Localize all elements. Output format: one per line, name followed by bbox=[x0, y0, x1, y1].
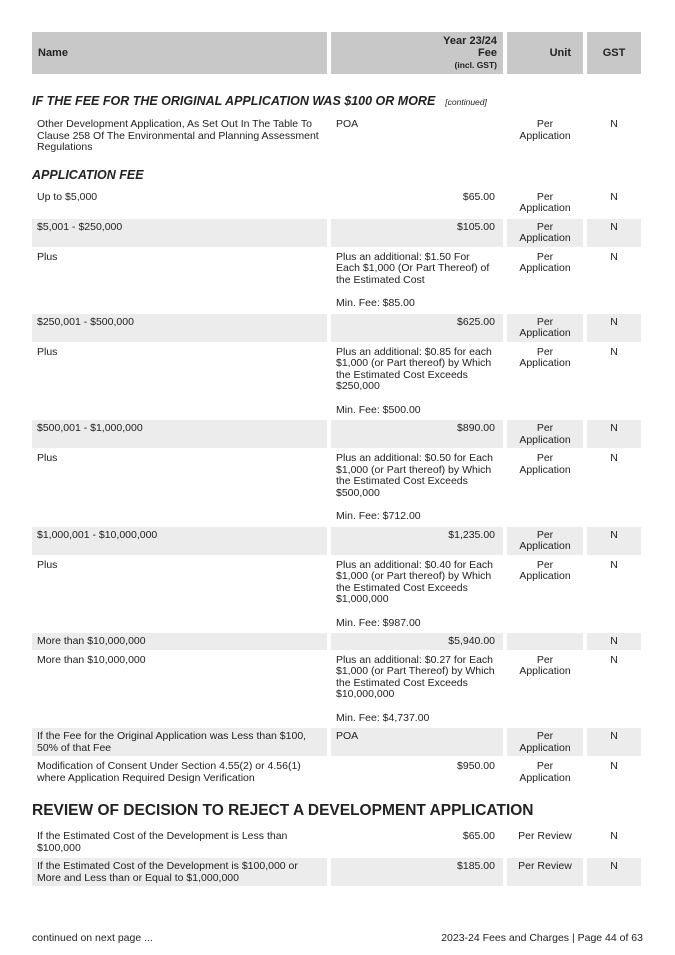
row-unit: Per Application bbox=[507, 527, 583, 555]
row-name: Plus bbox=[37, 345, 58, 358]
row-name: Modification of Consent Under Section 4.55(2) or 4.56(1) where Application Required Design Verification bbox=[37, 760, 301, 784]
row-fee bbox=[331, 249, 503, 312]
row-unit: Per Application bbox=[519, 558, 571, 582]
row-unit: Per Application bbox=[507, 420, 583, 448]
row-name: $1,000,001 - $10,000,000 bbox=[32, 527, 327, 555]
header-fee-label: Fee bbox=[478, 47, 497, 59]
row-gst: N bbox=[610, 760, 618, 772]
table-row bbox=[32, 758, 643, 786]
table-row bbox=[32, 420, 643, 448]
row-name: If the Estimated Cost of the Development is $100,000 or More and Less than or Equal to $1,000,000 bbox=[32, 858, 327, 886]
row-name: Up to $5,000 bbox=[37, 190, 98, 203]
row-gst: N bbox=[587, 314, 641, 342]
section-original-app-100-or-more bbox=[32, 94, 643, 108]
section-review-of-decision: REVIEW OF DECISION TO REJECT A DEVELOPMENT APPLICATION bbox=[32, 802, 534, 819]
row-fee: POA bbox=[336, 118, 359, 130]
row-fee bbox=[331, 344, 503, 419]
table-row bbox=[32, 828, 643, 856]
row-gst: N bbox=[587, 527, 641, 555]
row-gst: N bbox=[587, 858, 641, 886]
row-name: More than $10,000,000 bbox=[32, 633, 327, 650]
section-title: APPLICATION FEE bbox=[32, 167, 144, 182]
row-name: $5,001 - $250,000 bbox=[32, 219, 327, 247]
row-unit: Per Review bbox=[518, 830, 572, 842]
row-unit: Per Review bbox=[507, 858, 583, 886]
fee-description: Plus an additional: $0.40 for Each $1,000 (or Part thereof) by Which the Estimated Cost Exceeds $1,000,000 bbox=[336, 558, 494, 605]
row-name: Plus bbox=[37, 452, 58, 464]
fee-description: Plus an additional: $1.50 For Each $1,000 (Or Part Thereof) of the Estimated Cost bbox=[336, 250, 490, 286]
row-unit: Per Application bbox=[519, 118, 571, 142]
minimum-fee: Min. Fee: $4,737.00 bbox=[336, 711, 430, 724]
page-footer bbox=[32, 932, 643, 944]
header-fee-gst-note: (incl. GST) bbox=[454, 60, 497, 70]
header-unit: Unit bbox=[507, 32, 583, 74]
row-name: Plus bbox=[37, 250, 58, 263]
row-name: More than $10,000,000 bbox=[37, 653, 146, 666]
table-row bbox=[32, 557, 643, 632]
row-gst: N bbox=[610, 250, 618, 263]
footer-page-info: 2023-24 Fees and Charges | Page 44 of 63 bbox=[441, 932, 643, 944]
row-gst: N bbox=[610, 118, 618, 130]
row-gst: N bbox=[587, 728, 641, 756]
row-name: If the Fee for the Original Application was Less than $100, 50% of that Fee bbox=[32, 728, 327, 756]
table-header bbox=[32, 32, 643, 74]
row-fee: $5,940.00 bbox=[331, 633, 503, 650]
section-title: IF THE FEE FOR THE ORIGINAL APPLICATION WAS $100 OR MORE bbox=[32, 94, 436, 108]
fee-description: Plus an additional: $0.27 for Each $1,000 (or Part Thereof) by Which the Estimated Cost Exceeds $10,000,000 bbox=[336, 653, 495, 700]
row-name: If the Estimated Cost of the Development is Less than $100,000 bbox=[37, 830, 288, 854]
row-unit: Per Application bbox=[519, 653, 571, 677]
row-unit: Per Application bbox=[519, 345, 571, 369]
header-name: Name bbox=[32, 32, 327, 74]
row-fee: $625.00 bbox=[331, 314, 503, 342]
header-fee-year: Year 23/24 bbox=[443, 35, 497, 47]
table-row bbox=[32, 189, 643, 217]
fee-description: Plus an additional: $0.85 for each $1,000 (or Part thereof) by Which the Estimated Cost Exceeds $250,000 bbox=[336, 345, 492, 392]
row-gst: N bbox=[610, 190, 618, 203]
row-gst: N bbox=[587, 633, 641, 650]
row-gst: N bbox=[587, 219, 641, 247]
review-rows bbox=[32, 828, 643, 886]
fee-table-page bbox=[32, 32, 643, 886]
row-unit: Per Application bbox=[507, 728, 583, 756]
table-row bbox=[32, 633, 643, 650]
minimum-fee: Min. Fee: $500.00 bbox=[336, 403, 421, 416]
application-fee-rows bbox=[32, 189, 643, 787]
footer-continued: continued on next page ... bbox=[32, 932, 153, 944]
row-fee: POA bbox=[331, 728, 503, 756]
row-name: Other Development Application, As Set Out In The Table To Clause 258 Of The Environmental and Planning Assessment Regulations bbox=[37, 118, 319, 153]
minimum-fee: Min. Fee: $987.00 bbox=[336, 616, 421, 629]
minimum-fee: Min. Fee: $712.00 bbox=[336, 510, 421, 522]
row-gst: N bbox=[610, 558, 618, 571]
row-fee bbox=[331, 557, 503, 632]
table-row bbox=[32, 858, 643, 886]
row-fee: $105.00 bbox=[331, 219, 503, 247]
row-gst: N bbox=[587, 420, 641, 448]
row-fee: $65.00 bbox=[462, 830, 495, 842]
table-row bbox=[32, 344, 643, 419]
row-unit: Per Application bbox=[507, 219, 583, 247]
row-unit: Per Application bbox=[519, 250, 571, 274]
row-fee: $65.00 bbox=[462, 190, 495, 203]
row-unit: Per Application bbox=[519, 190, 571, 214]
table-row bbox=[32, 249, 643, 312]
row-gst: N bbox=[610, 653, 618, 666]
table-row bbox=[32, 728, 643, 756]
row-unit: Per Application bbox=[507, 314, 583, 342]
table-row bbox=[32, 219, 643, 247]
row-gst: N bbox=[610, 452, 618, 464]
fee-description: Plus an additional: $0.50 for Each $1,000 (or Part thereof) by Which the Estimated Cost Exceeds $500,000 bbox=[336, 452, 494, 499]
row-fee: $185.00 bbox=[331, 858, 503, 886]
table-row bbox=[32, 116, 643, 156]
table-row bbox=[32, 314, 643, 342]
row-unit: Per Application bbox=[519, 452, 571, 476]
row-fee bbox=[331, 450, 503, 525]
row-name: Plus bbox=[37, 558, 58, 571]
row-fee: $1,235.00 bbox=[331, 527, 503, 555]
row-gst: N bbox=[610, 345, 618, 358]
header-gst: GST bbox=[587, 32, 641, 74]
table-row bbox=[32, 527, 643, 555]
row-fee bbox=[331, 652, 503, 727]
minimum-fee: Min. Fee: $85.00 bbox=[336, 297, 415, 309]
row-fee: $950.00 bbox=[457, 760, 495, 772]
section-application-fee bbox=[32, 168, 643, 182]
row-gst: N bbox=[610, 830, 618, 842]
table-row bbox=[32, 450, 643, 525]
continued-label: [continued] bbox=[445, 97, 487, 107]
header-fee bbox=[331, 32, 503, 74]
table-row bbox=[32, 652, 643, 727]
row-unit bbox=[507, 633, 583, 650]
row-unit: Per Application bbox=[519, 760, 571, 784]
row-name: $250,001 - $500,000 bbox=[32, 314, 327, 342]
row-fee: $890.00 bbox=[331, 420, 503, 448]
row-name: $500,001 - $1,000,000 bbox=[32, 420, 327, 448]
